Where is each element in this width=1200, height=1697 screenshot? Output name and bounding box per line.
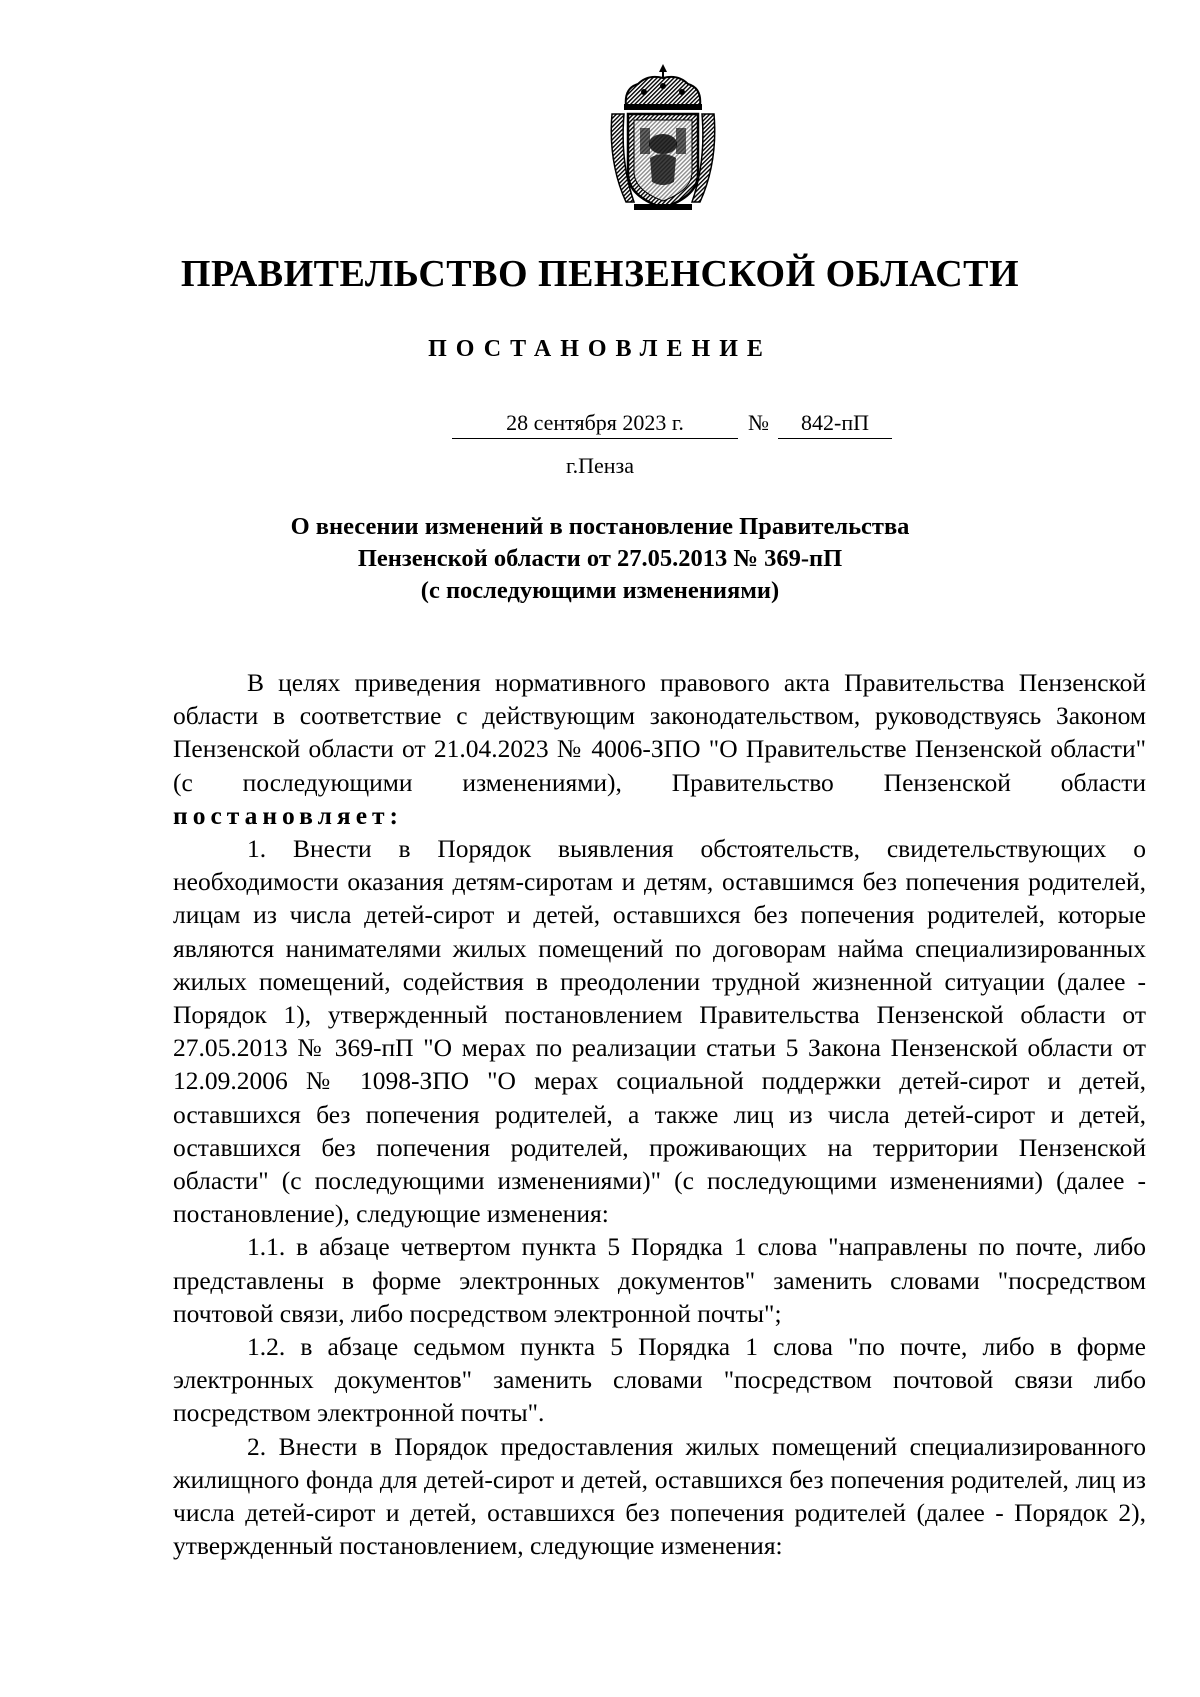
coat-of-arms-icon — [604, 62, 722, 212]
document-subject — [0, 511, 1200, 607]
preamble-text: В целях приведения нормативного правового акта Правительства Пензенской области в соответствие с действующим законодательством, руководствуясь Законом Пензенской области от 21.04.2023 № 4006-ЗПО "О Правительстве Пензенской области" (с последующими изменениями), Правительство Пензенской области — [173, 668, 1146, 797]
document-number: 842-пП — [778, 410, 892, 439]
subject-line-1: О внесении изменений в постановление Правительства — [290, 513, 910, 540]
date-number-line — [0, 410, 1200, 440]
preamble-paragraph — [173, 666, 1146, 832]
subject-line-2: Пензенской области от 27.05.2013 № 369-пП — [357, 545, 843, 572]
paragraph-2: 2. Внести в Порядок предоставления жилых помещений специализированного жилищного фонда для детей-сирот и детей, оставшихся без попечения родителей, лиц из числа детей-сирот и детей, оставшихся без попечения родителей (далее - Порядок 2), утвержденный постановлением, следующие изменения: — [173, 1431, 1146, 1561]
paragraph-1-2: 1.2. в абзаце седьмом пункта 5 Порядка 1 слова "по почте, либо в форме электронных документов" заменить словами "посредством почтовой связи либо посредством электронной почты". — [173, 1332, 1146, 1428]
decree-word: постановляет: — [173, 800, 404, 830]
paragraph-1: 1. Внести в Порядок выявления обстоятельств, свидетельствующих о необходимости оказания детям-сиротам и детям, оставшимся без попечения родителей, лицам из числа детей-сирот и детей, оставшихся без попечения родителей, которые являются нанимателями жилых помещений по договорам найма специализированных жилых помещений, содействия в преодолении трудной жизненной ситуации (далее - Порядок 1), утвержденный постановлением Правительства Пензенской области от 27.05.2013 № 369-пП "О мерах по реализации статьи 5 Закона Пензенской области от 12.09.2006 № 1098-ЗПО "О мерах социальной поддержки детей-сирот и детей, оставшихся без попечения родителей, а также лиц из числа детей-сирот и детей, оставшихся без попечения родителей, проживающих на территории Пензенской области" (с последующими изменениями)" (с последующими изменениями) (далее - постановление), следующие изменения: — [173, 834, 1146, 1229]
document-date: 28 сентября 2023 г. — [452, 410, 738, 439]
paragraph-1-1: 1.1. в абзаце четвертом пункта 5 Порядка 1 слова "направлены по почте, либо представлены в форме электронных документов" заменить словами "посредством почтовой связи, либо посредством электронной почты"; — [173, 1232, 1146, 1328]
document-city: г.Пенза — [566, 453, 634, 478]
subject-line-3: (с последующими изменениями) — [420, 577, 780, 604]
organization-name: ПРАВИТЕЛЬСТВО ПЕНЗЕНСКОЙ ОБЛАСТИ — [180, 253, 1020, 295]
document-type: ПОСТАНОВЛЕНИЕ — [428, 336, 772, 362]
document-body — [173, 666, 1146, 1562]
number-sign: № — [748, 410, 769, 435]
